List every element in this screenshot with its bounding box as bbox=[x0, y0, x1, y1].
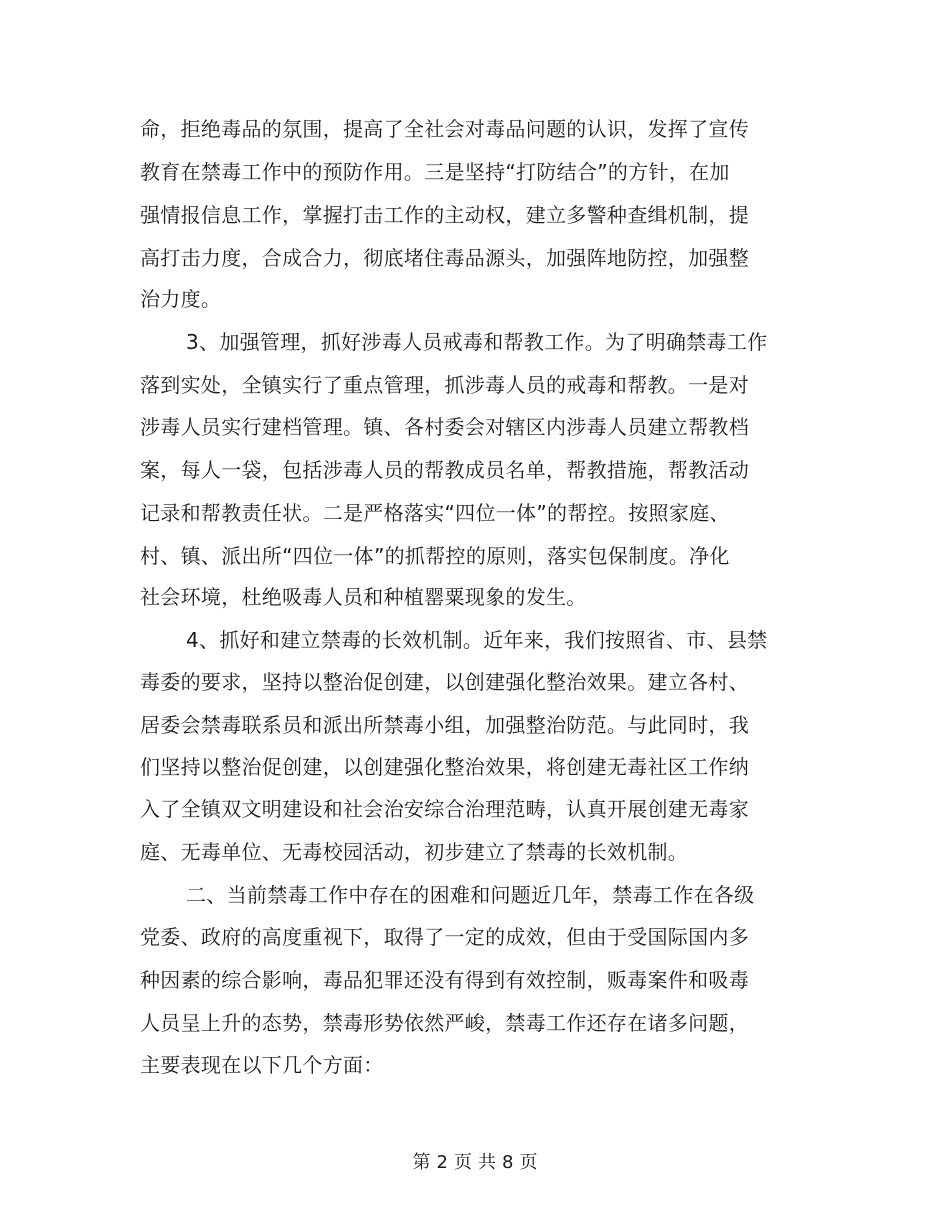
text-line: 入了全镇双文明建设和社会治安综合治理范畴，认真开展创建无毒家 bbox=[140, 797, 749, 821]
text-line: 教育在禁毒工作中的预防作用。三是坚持“打防结合”的方针，在加 bbox=[140, 160, 730, 184]
text-line: 治力度。 bbox=[140, 287, 222, 311]
text-line: 主要表现在以下几个方面： bbox=[140, 1053, 384, 1077]
text-line: 记录和帮教责任状。二是严格落实“四位一体”的帮控。按照家庭、 bbox=[140, 501, 730, 525]
text-line: 们坚持以整治促创建，以创建强化整治效果，将创建无毒社区工作纳 bbox=[140, 755, 749, 779]
text-line: 3、加强管理，抓好涉毒人员戒毒和帮教工作。为了明确禁毒工作 bbox=[186, 330, 768, 354]
text-line: 命，拒绝毒品的氛围，提高了全社会对毒品问题的认识，发挥了宣传 bbox=[140, 117, 749, 141]
text-line: 落到实处，全镇实行了重点管理，抓涉毒人员的戒毒和帮教。一是对 bbox=[140, 373, 749, 397]
text-line: 涉毒人员实行建档管理。镇、各村委会对辖区内涉毒人员建立帮教档 bbox=[140, 415, 749, 439]
text-line: 社会环境，杜绝吸毒人员和种植罂粟现象的发生。 bbox=[140, 585, 587, 609]
text-line: 强情报信息工作，掌握打击工作的主动权，建立多警种查缉机制，提 bbox=[140, 203, 749, 227]
text-line: 党委、政府的高度重视下，取得了一定的成效，但由于受国际国内多 bbox=[140, 925, 749, 949]
text-line: 种因素的综合影响，毒品犯罪还没有得到有效控制，贩毒案件和吸毒 bbox=[140, 968, 749, 992]
footer-ye: 页 bbox=[454, 1152, 472, 1173]
footer-gong: 共 bbox=[478, 1152, 496, 1173]
text-line: 高打击力度，合成合力，彻底堵住毒品源头，加强阵地防控，加强整 bbox=[140, 246, 749, 270]
text-line: 庭、无毒单位、无毒校园活动，初步建立了禁毒的长效机制。 bbox=[140, 840, 689, 864]
text-line: 4、抓好和建立禁毒的长效机制。近年来，我们按照省、市、县禁 bbox=[186, 628, 768, 652]
text-line: 二、当前禁毒工作中存在的困难和问题近几年，禁毒工作在各级 bbox=[186, 883, 755, 907]
footer-ye: 页 bbox=[519, 1152, 538, 1173]
total-page-count: 8 bbox=[502, 1152, 514, 1173]
text-line: 村、镇、派出所“四位一体”的抓帮控的原则，落实包保制度。净化 bbox=[140, 544, 730, 568]
current-page-number: 2 bbox=[436, 1152, 448, 1173]
page-number-footer bbox=[0, 1152, 950, 1174]
text-line: 案，每人一袋，包括涉毒人员的帮教成员名单，帮教措施，帮教活动 bbox=[140, 458, 749, 482]
text-line: 人员呈上升的态势，禁毒形势依然严峻，禁毒工作还存在诸多问题， bbox=[140, 1011, 749, 1035]
footer-di: 第 bbox=[412, 1152, 431, 1173]
text-line: 居委会禁毒联系员和派出所禁毒小组，加强整治防范。与此同时，我 bbox=[140, 713, 749, 737]
text-line: 毒委的要求，坚持以整治促创建，以创建强化整治效果。建立各村、 bbox=[140, 670, 749, 694]
